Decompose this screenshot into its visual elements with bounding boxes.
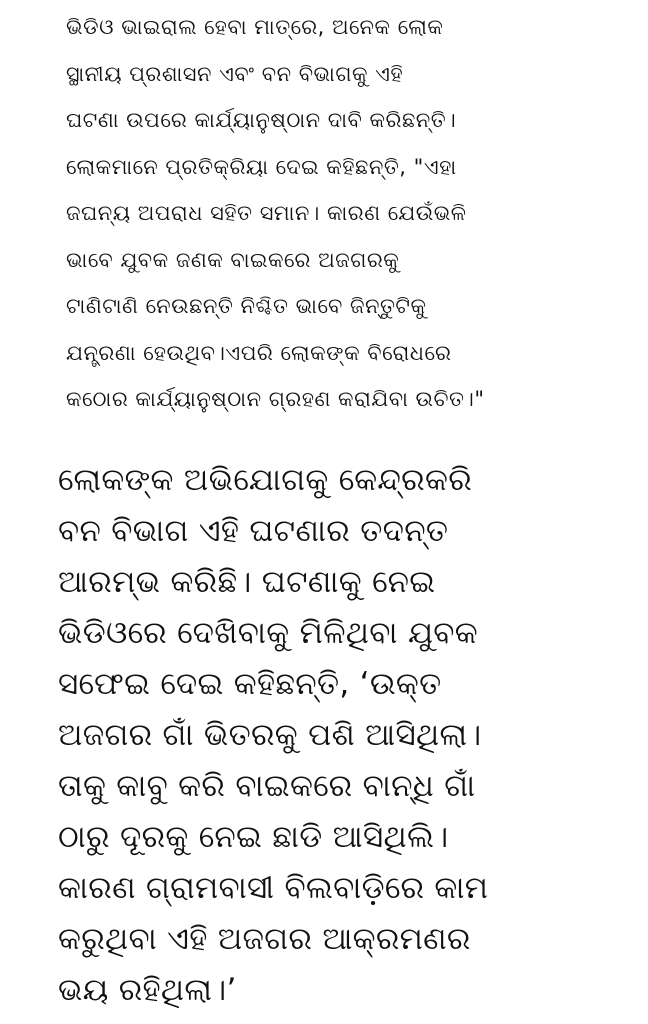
quote-line: ଟାଣିଟାଣି ନେଉଛନ୍ତି ନିଶ୍ଚିତ ଭାବେ ଜିନ୍ତୁଟିକୁ xyxy=(66,294,427,318)
body-line: ଠାରୁ ଦୂରକୁ ନେଇ ଛାଡି ଆସିଥିଲି। xyxy=(58,819,449,855)
body-line: ଭିଡିଓରେ ଦେଖିବାକୁ ମିଳିଥିବା ଯୁବକ xyxy=(58,615,478,651)
quote-line: ଯନ୍ତ୍ରଣା ହେଉଥିବ।ଏପରି ଲୋକଙ୍କ ବିରୋଧରେ xyxy=(66,340,452,365)
body-line: କାରଣ ଗ୍ରାମବାସୀ ବିଲବାଡ଼ିରେ କାମ xyxy=(58,870,489,906)
quote-line: କଠୋର କାର୍ଯ୍ୟାନୁଷ୍ଠାନ ଗ୍ରହଣ କରାଯିବା ଉଚିତ।" xyxy=(66,387,485,411)
quote-line: ଭିଡିଓ ଭାଇରାଲ ହେବା ମାତ୍ରେ, ଅନେକ ଲୋକ xyxy=(66,15,444,39)
body-line: କରୁଥିବା ଏହି ଅଜଗର ଆକ୍ରମଣର xyxy=(58,921,471,957)
quote-line: ଭାବେ ଯୁବକ ଜଣକ ବାଇକରେ ଅଜଗରକୁ xyxy=(66,247,400,272)
quote-line: ସ୍ଥାନୀୟ ପ୍ରଶାସନ ଏବଂ ବନ ବିଭାଗକୁ ଏହି xyxy=(66,61,404,86)
body-line: ବନ ବିଭାଗ ଏହି ଘଟଣାର ତଦନ୍ତ xyxy=(58,513,449,549)
body-line: ଲୋକଙ୍କ ଅଭିଯୋଗକୁ କେନ୍ଦ୍ରକରି xyxy=(58,462,472,498)
body-line: ଆରମ୍ଭ କରିଛି। ଘଟଣାକୁ ନେଇ xyxy=(58,564,436,600)
quote-line: ଜଘନ୍ୟ ଅପରାଧ ସହିତ ସମାନ। କାରଣ ଯେଉଁଭଳି xyxy=(66,201,467,225)
quote-paragraph xyxy=(66,4,626,423)
body-line: ଭୟ ରହିଥିଲା।’ xyxy=(58,972,237,1008)
body-line: ଅଜଗର ଗାଁ ଭିତରକୁ ପଶି ଆସିଥିଲା। xyxy=(58,717,482,753)
quote-line: ଲୋକମାନେ ପ୍ରତିକ୍ରିୟା ଦେଇ କହିଛନ୍ତି, "ଏହା xyxy=(66,154,457,179)
quote-line: ଘଟଣା ଉପରେ କାର୍ଯ୍ୟାନୁଷ୍ଠାନ ଦାବି କରିଛନ୍ତି। xyxy=(66,108,457,132)
body-line: ସଫେଇ ଦେଇ କହିଛନ୍ତି, ‘ଉକ୍ତ xyxy=(58,666,442,702)
body-paragraph xyxy=(58,455,638,1016)
body-line: ତାକୁ କାବୁ କରି ବାଇକରେ ବାନ୍ଧି ଗାଁ xyxy=(58,768,476,804)
